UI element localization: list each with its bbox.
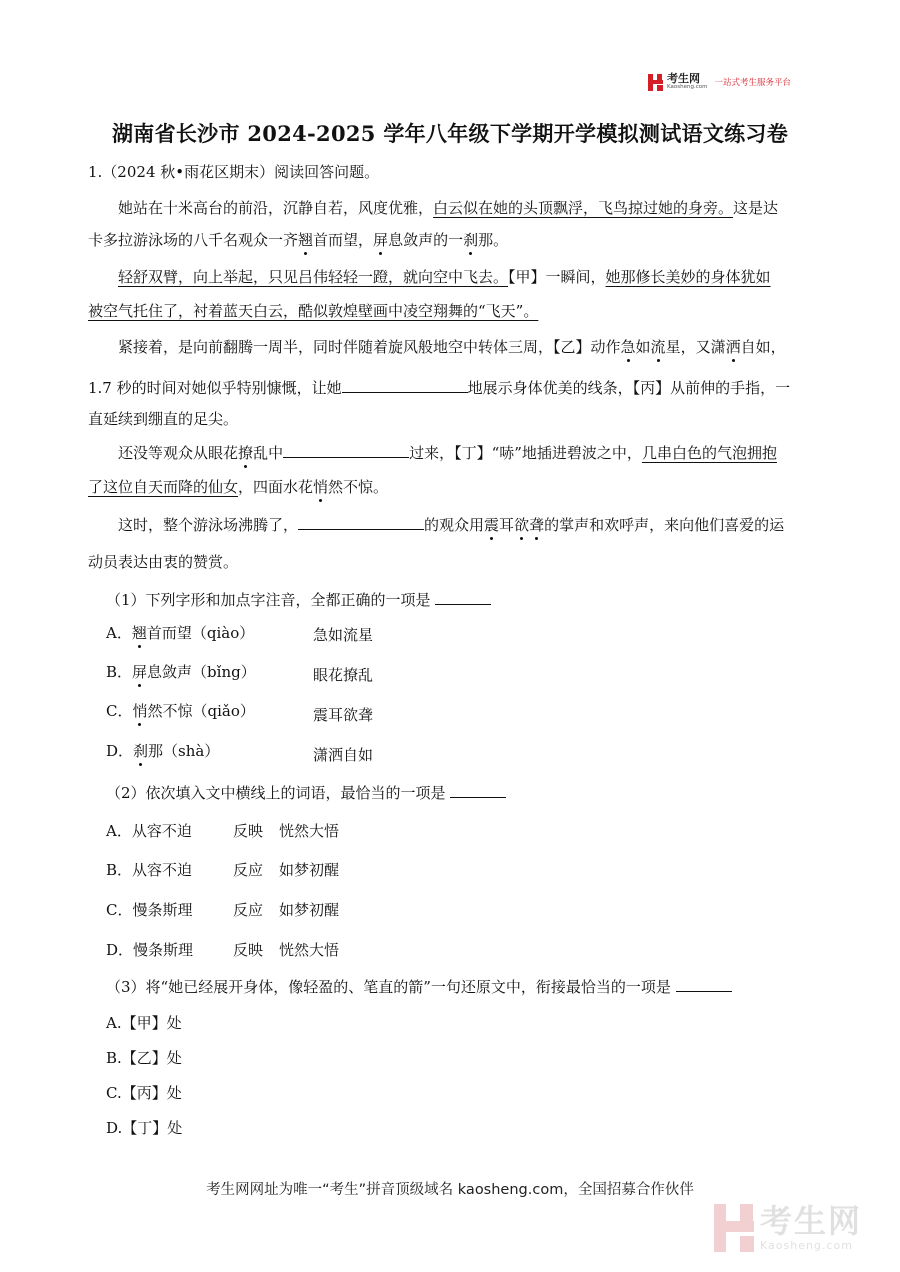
header-logo bbox=[648, 71, 791, 93]
answer-blank-1[interactable] bbox=[435, 589, 491, 605]
page-title: 湖南省长沙市 2024-2025 学年八年级下学期开学模拟测试语文练习卷 bbox=[111, 121, 789, 146]
sub3-option-d[interactable]: D.【丁】处 bbox=[106, 1119, 183, 1137]
sub1-option-d[interactable]: D．刹那（shà） bbox=[106, 742, 220, 760]
sub1-option-a-word: 急如流星 bbox=[313, 626, 374, 644]
sub1-option-a[interactable]: A．翘首而望（qiào） bbox=[106, 624, 255, 642]
fill-blank-2[interactable] bbox=[283, 442, 409, 458]
watermark-domain: Kaosheng.com bbox=[760, 1239, 853, 1252]
sub1-option-b-word: 眼花撩乱 bbox=[313, 666, 374, 684]
passage-p5-line2: 动员表达由衷的赞赏。 bbox=[88, 553, 239, 571]
sub2-option-a-w3: 恍然大悟 bbox=[279, 822, 340, 840]
sub2-option-d-w2: 反映 bbox=[233, 941, 264, 959]
sub2-option-a[interactable]: A．从容不迫 bbox=[106, 822, 192, 840]
watermark bbox=[714, 1204, 862, 1252]
sub2-option-c[interactable]: C．慢条斯理 bbox=[106, 901, 193, 919]
question-intro: 1.（2024 秋•雨花区期末）阅读回答问题。 bbox=[88, 163, 380, 181]
sub2-option-b-w2: 反应 bbox=[233, 861, 264, 879]
fill-blank-1[interactable] bbox=[342, 377, 468, 393]
sub2-option-b[interactable]: B．从容不迫 bbox=[106, 861, 193, 879]
sub1-option-c-word: 震耳欲聋 bbox=[313, 706, 374, 724]
watermark-name: 考生网 bbox=[760, 1202, 863, 1240]
passage-p3-line2: 1.7 秒的时间对她似乎特别慷慨，让她 地展示身体优美的线条，【丙】从前伸的手指，一 bbox=[88, 379, 791, 397]
logo-slogan: 一站式考生服务平台 bbox=[714, 78, 791, 88]
passage-p2-line1: 轻舒双臂，向上举起，只见吕伟轻轻一蹬，就向空中飞去。【甲】一瞬间，她那修长美妙的身体犹如 bbox=[118, 268, 771, 286]
passage-p4-line1: 还没等观众从眼花撩乱中 过来，【丁】“哧”地插进碧波之中，几串白色的气泡拥抱 bbox=[118, 444, 777, 462]
fill-blank-3[interactable] bbox=[298, 514, 424, 530]
underlined-sentence: 白云似在她的头顶飘浮，飞鸟掠过她的身旁。 bbox=[433, 199, 734, 217]
sub2-option-a-w2: 反映 bbox=[233, 822, 264, 840]
sub2-option-c-w3: 如梦初醒 bbox=[279, 901, 340, 919]
logo-domain: Kaosheng.com bbox=[667, 84, 708, 91]
passage-p3-line3: 直延续到绷直的足尖。 bbox=[88, 410, 239, 428]
answer-blank-3[interactable] bbox=[676, 976, 732, 992]
passage-p1-line2: 卡多拉游泳场的八千名观众一齐翘首而望，屏息敛声的一刹那。 bbox=[88, 231, 509, 249]
sub2-option-b-w3: 如梦初醒 bbox=[279, 861, 340, 879]
answer-blank-2[interactable] bbox=[450, 782, 506, 798]
passage-p5-line1: 这时，整个游泳场沸腾了， 的观众用震耳欲聋的掌声和欢呼声，来向他们喜爱的运 bbox=[118, 516, 785, 534]
sub3-option-a[interactable]: A.【甲】处 bbox=[106, 1014, 182, 1032]
sub2-option-d-w3: 恍然大悟 bbox=[279, 941, 340, 959]
passage-p2-line2: 被空气托住了，衬着蓝天白云，酷似敦煌壁画中凌空翔舞的“飞天”。 bbox=[88, 302, 539, 320]
sub1-option-c[interactable]: C．悄然不惊（qiǎo） bbox=[106, 702, 255, 720]
page-footer: 考生网网址为唯一“考生”拼音顶级域名 kaosheng.com，全国招募合作伙伴 bbox=[206, 1182, 694, 1198]
dotted-word: 急如流星 bbox=[620, 338, 681, 356]
sub3-option-c[interactable]: C.【丙】处 bbox=[106, 1084, 182, 1102]
sub2-option-d[interactable]: D．慢条斯理 bbox=[106, 941, 194, 959]
passage-p3-line1: 紧接着，是向前翻腾一周半，同时伴随着旋风般地空中转体三周，【乙】动作急如流星，又潇洒自如， bbox=[118, 338, 786, 356]
sub1-option-b[interactable]: B．屏息敛声（bǐng） bbox=[106, 663, 256, 681]
kaosheng-watermark-icon bbox=[714, 1204, 754, 1252]
sub-question-1: （1）下列字形和加点字注音，全都正确的一项是 bbox=[106, 589, 491, 610]
sub3-option-b[interactable]: B.【乙】处 bbox=[106, 1049, 182, 1067]
sub1-option-d-word: 潇洒自如 bbox=[313, 746, 374, 764]
kaosheng-logo-icon bbox=[648, 74, 663, 91]
passage-p1-line1: 她站在十米高台的前沿，沉静自若，风度优雅，白云似在她的头顶飘浮，飞鸟掠过她的身旁。这是达 bbox=[118, 199, 779, 217]
sub2-option-c-w2: 反应 bbox=[233, 901, 264, 919]
logo-name: 考生网 bbox=[667, 72, 700, 86]
sub-question-2: （2）依次填入文中横线上的词语，最恰当的一项是 bbox=[106, 782, 506, 803]
sub-question-3: （3）将“她已经展开身体，像轻盈的、笔直的箭”一句还原文中，衔接最恰当的一项是 bbox=[106, 976, 732, 997]
passage-p4-line2: 了这位自天而降的仙女，四面水花悄然不惊。 bbox=[88, 478, 389, 496]
